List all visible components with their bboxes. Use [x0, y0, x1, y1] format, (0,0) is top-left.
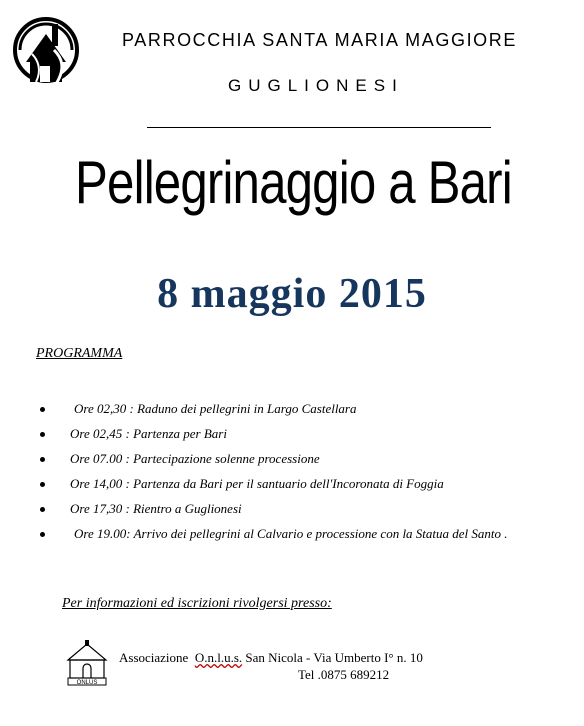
- telephone: Tel .0875 689212: [298, 667, 390, 682]
- bullet-icon: [40, 482, 45, 487]
- program-item-text: Ore 07.00 : Partecipazione solenne processione: [70, 451, 320, 466]
- program-item-text: Ore 17,30 : Rientro a Guglionesi: [70, 501, 242, 516]
- program-item-text: Ore 14,00 : Partenza da Bari per il santuario dell'Incoronata di Foggia: [70, 476, 444, 491]
- program-item-text: Ore 02,30 : Raduno dei pellegrini in Largo Castellara: [74, 401, 357, 416]
- parish-name: PARROCCHIA SANTA MARIA MAGGIORE: [122, 30, 517, 50]
- bullet-icon: [40, 407, 45, 412]
- parish-logo-icon: [12, 10, 80, 94]
- town-name: GUGLIONESI: [228, 76, 404, 95]
- association-line: [119, 650, 423, 666]
- divider: [147, 127, 491, 128]
- logo-text: ONLUS: [76, 680, 98, 686]
- church-icon: [64, 640, 110, 686]
- program-item-text: Ore 02,45 : Partenza per Bari: [70, 426, 227, 441]
- association-address: San Nicola - Via Umberto I° n. 10: [245, 650, 423, 665]
- association-onlus: O.n.l.u.s.: [194, 650, 243, 665]
- event-date: 8 maggio 2015: [157, 271, 427, 317]
- association-prefix: Associazione: [119, 650, 189, 665]
- bullet-icon: [40, 457, 45, 462]
- bullet-icon: [40, 507, 45, 512]
- bullet-icon: [40, 432, 45, 437]
- program-item-text: Ore 19.00: Arrivo dei pellegrini al Calvario e processione con la Statua del Santo .: [74, 526, 508, 541]
- bullet-icon: [40, 532, 45, 537]
- info-heading: Per informazioni ed iscrizioni rivolgersi presso:: [62, 596, 332, 611]
- page-title: Pellegrinaggio a Bari: [75, 149, 512, 216]
- program-heading: PROGRAMMA: [36, 346, 123, 361]
